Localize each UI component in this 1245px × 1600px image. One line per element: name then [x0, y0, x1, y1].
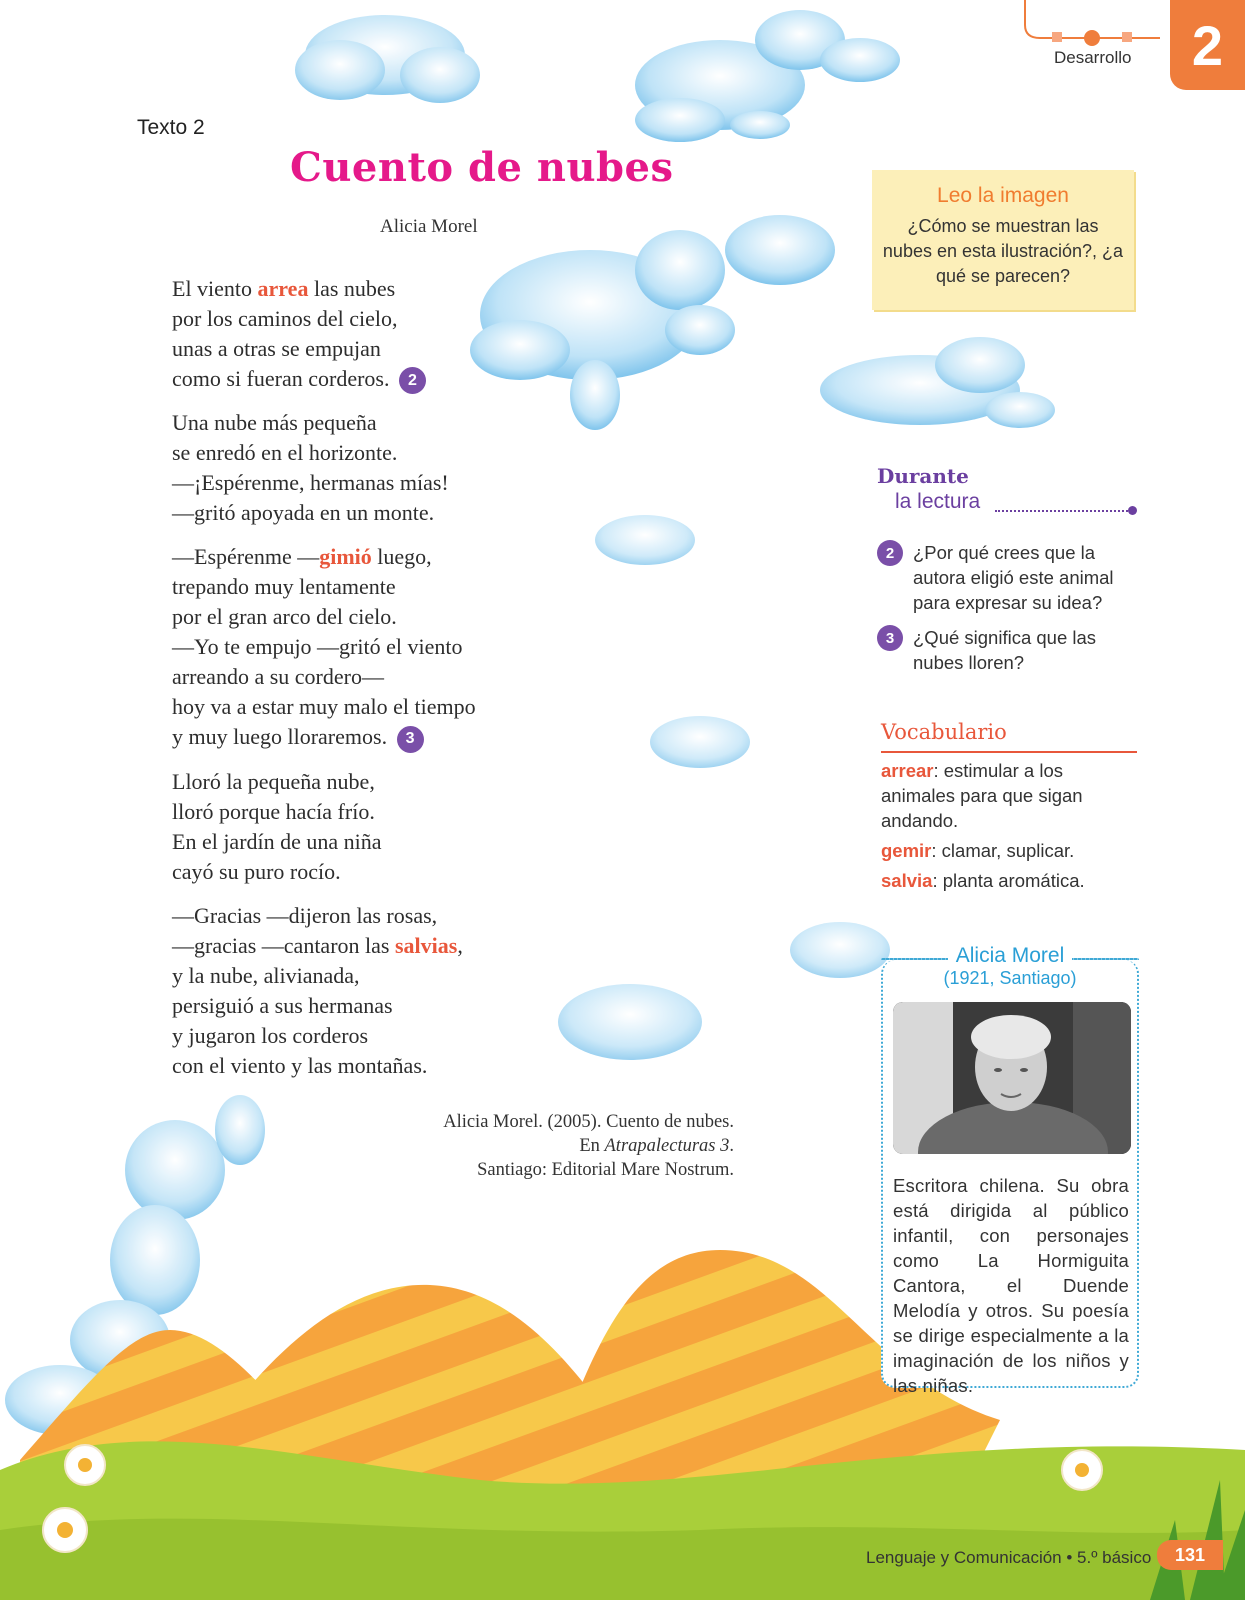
question-text: ¿Qué significa que las nubes lloren?	[913, 627, 1097, 673]
stanza-3	[172, 542, 552, 752]
poem-line: El viento arrea las nubes	[172, 276, 396, 301]
durante-title: Durante	[877, 464, 969, 488]
citation	[380, 1110, 734, 1182]
author-dates: (1921, Santiago)	[943, 968, 1077, 988]
citation-line-3: Santiago: Editorial Mare Nostrum.	[477, 1160, 734, 1180]
poem-line: —Yo te empujo —gritó el viento	[172, 634, 463, 660]
cloud-small-3	[790, 922, 890, 978]
poem-line: En el jardín de una niña	[172, 828, 382, 854]
cloud-small-2	[650, 716, 750, 768]
poem-line: por los caminos del cielo,	[172, 306, 398, 331]
unit-number-tab: 2	[1170, 0, 1245, 90]
poem-line: con el viento y las montañas.	[172, 1052, 428, 1078]
leo-la-imagen-box	[872, 170, 1134, 310]
poem-line: —gracias —cantaron las salvias,	[172, 932, 463, 958]
cloud-small-1	[595, 515, 695, 565]
author-bio: Escritora chilena. Su obra está dirigida al público infantil, con personajes como La Hormiguita Cantora, el Duende Melodía y otros. Su poesía se dirige especialmente a la imaginación de los niños y las niñas.	[893, 1175, 1129, 1396]
poem-line: por el gran arco del cielo.	[172, 604, 397, 630]
vocab-entry: arrear: estimular a los animales para que sigan andando.	[881, 760, 1083, 831]
stanza-4	[172, 767, 552, 887]
citation-line-1: Alicia Morel. (2005). Cuento de nubes.	[443, 1112, 734, 1132]
flower-2	[43, 1508, 87, 1552]
poem-line: trepando muy lentamente	[172, 574, 396, 600]
text-number-label: Texto 2	[137, 116, 205, 139]
stanza-5	[172, 901, 552, 1081]
page-number: 131	[1157, 1540, 1223, 1570]
vocabulario-rule	[881, 751, 1137, 753]
poem-author: Alicia Morel	[380, 216, 478, 237]
vocab-word-gimio: gimió	[319, 544, 372, 570]
cloud-sheep-top	[635, 10, 900, 142]
cloud-top	[295, 15, 480, 103]
poem-line: —Espérenme —gimió luego,	[172, 544, 432, 570]
leo-la-imagen-title: Leo la imagen	[937, 184, 1069, 207]
poem-line: como si fueran corderos. 2	[172, 364, 552, 394]
poem-body	[172, 274, 552, 1095]
durante-subtitle: la lectura	[895, 490, 981, 513]
stanza-2	[172, 408, 552, 528]
stanza-1	[172, 274, 552, 394]
flower-3	[1062, 1450, 1102, 1490]
question-number-badge: 2	[877, 540, 903, 566]
poem-line: arreando a su cordero—	[172, 664, 384, 690]
durante-dotted-rule	[995, 510, 1128, 512]
poem-line: persiguió a sus hermanas	[172, 992, 393, 1018]
poem-line: Una nube más pequeña	[172, 410, 377, 436]
vocabulario-list	[881, 758, 1141, 898]
vocabulario-title: Vocabulario	[881, 720, 1007, 744]
vocab-entry: gemir: clamar, suplicar.	[881, 840, 1075, 861]
poem-line: Lloró la pequeña nube,	[172, 768, 375, 794]
poem-line: unas a otras se empujan	[172, 336, 381, 361]
poem-title: Cuento de nubes	[290, 144, 674, 191]
footer-course-label: Lenguaje y Comunicación • 5.º básico	[866, 1548, 1152, 1567]
poem-line: —¡Espérenme, hermanas mías!	[172, 470, 449, 496]
author-photo	[893, 1002, 1131, 1154]
section-label: Desarrollo	[1054, 48, 1132, 67]
cloud-small-4	[558, 984, 702, 1060]
vocab-word-arrea: arrea	[257, 276, 309, 301]
vocab-word-salvias: salvias	[394, 932, 458, 958]
durante-dot	[1128, 506, 1137, 515]
poem-line: hoy va a estar muy malo el tiempo	[172, 694, 476, 720]
poem-line: se enredó en el horizonte.	[172, 440, 398, 466]
leo-la-imagen-text: ¿Cómo se muestran las nubes en esta ilustración?, ¿a qué se parecen?	[882, 216, 1124, 286]
question-text: ¿Por qué crees que la autora eligió este animal para expresar su idea?	[913, 542, 1114, 613]
author-name: Alicia Morel	[948, 944, 1073, 967]
poem-line: y jugaron los corderos	[172, 1022, 369, 1048]
poem-line: y la nube, alivianada,	[172, 962, 360, 988]
poem-line: —Gracias —dijeron las rosas,	[172, 902, 438, 928]
citation-line-2: En Atrapalecturas 3.	[579, 1136, 734, 1156]
poem-line: y muy luego lloraremos. 3	[172, 722, 552, 752]
question-badge-3: 3	[397, 726, 424, 753]
cloud-right	[820, 337, 1055, 428]
question-badge-2: 2	[399, 367, 426, 394]
poem-line: cayó su puro rocío.	[172, 858, 341, 884]
poem-line: lloró porque hacía frío.	[172, 798, 375, 824]
question-number-badge: 3	[877, 625, 903, 651]
durante-question-2	[877, 540, 1127, 615]
poem-line: —gritó apoyada en un monte.	[172, 500, 435, 526]
flower-1	[65, 1445, 105, 1485]
durante-question-3	[877, 625, 1127, 675]
author-portrait-icon	[893, 1002, 1131, 1154]
vocab-entry: salvia: planta aromática.	[881, 870, 1085, 891]
